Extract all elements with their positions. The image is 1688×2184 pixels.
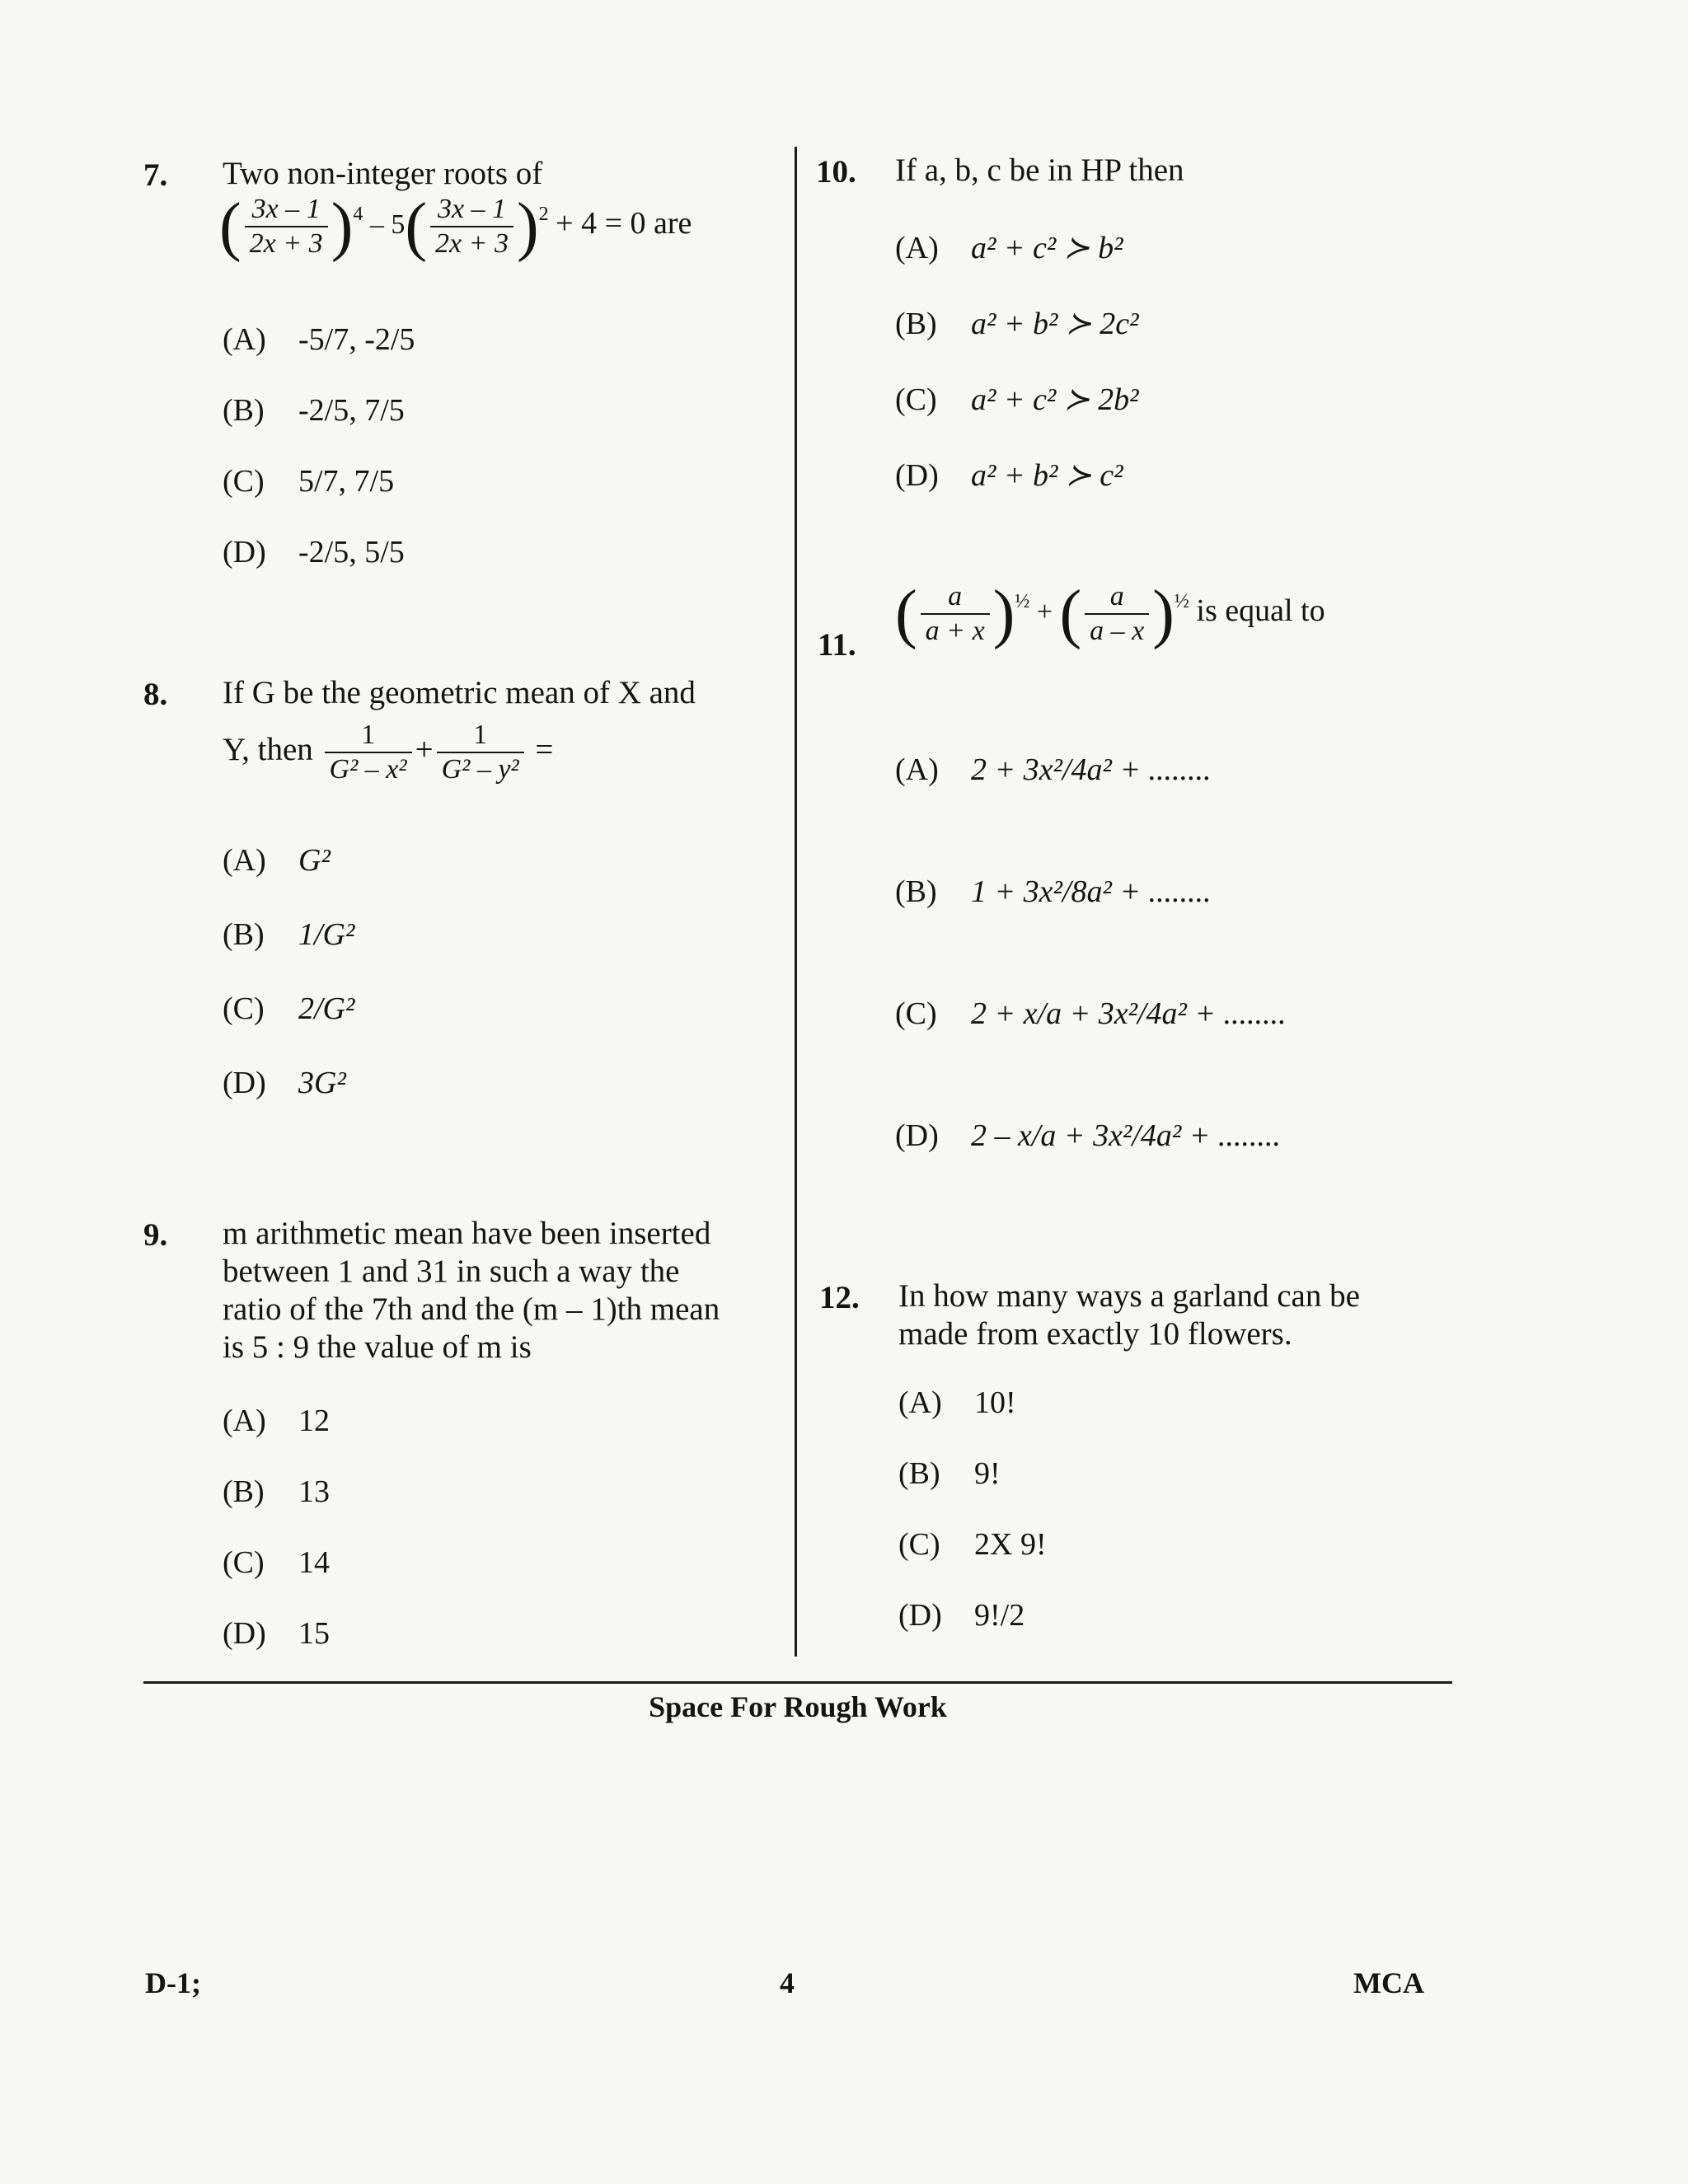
q9-option-c[interactable]: (C) 14	[223, 1545, 330, 1580]
q10-option-c[interactable]: (C) a² + c² ≻ 2b²	[895, 382, 1139, 417]
q7-option-d[interactable]: (D) -2/5, 5/5	[223, 535, 405, 569]
q10-option-b[interactable]: (B) a² + b² ≻ 2c²	[895, 307, 1139, 341]
q8-option-d[interactable]: (D) 3G²	[223, 1066, 346, 1100]
q12-option-d[interactable]: (D) 9!/2	[898, 1598, 1025, 1633]
q11-option-d[interactable]: (D) 2 – x/a + 3x²/4a² + ........	[895, 1118, 1281, 1153]
question-7-number: 7.	[143, 157, 168, 193]
question-9-line3: ratio of the 7th and the (m – 1)th mean	[223, 1291, 720, 1327]
q7-option-c[interactable]: (C) 5/7, 7/5	[223, 464, 395, 499]
question-12-number: 12.	[819, 1280, 860, 1315]
q8-option-a[interactable]: (A) G²	[223, 843, 331, 878]
question-9-line4: is 5 : 9 the value of m is	[223, 1329, 532, 1365]
q11-option-a[interactable]: (A) 2 + 3x²/4a² + ........	[895, 752, 1212, 787]
q10-option-d[interactable]: (D) a² + b² ≻ c²	[895, 458, 1123, 493]
question-8-number: 8.	[143, 677, 168, 712]
column-divider	[795, 147, 797, 1657]
question-9-line2: between 1 and 31 in such a way the	[223, 1254, 680, 1289]
question-11-tail: is equal to	[1196, 593, 1325, 628]
q12-option-a[interactable]: (A) 10!	[898, 1385, 1016, 1420]
q12-option-c[interactable]: (C) 2X 9!	[898, 1527, 1047, 1562]
question-8-line1: If G be the geometric mean of X and	[223, 675, 696, 710]
q7-option-b[interactable]: (B) -2/5, 7/5	[223, 393, 405, 428]
question-7-expression: ( $\frac{3x - 1}{2x + 3}$ )$^4$ – 5( $\frac{3x - 1}{2x + 3}$ )$^2$ + 4 = 0 are	[219, 190, 692, 263]
question-10-text: If a, b, c be in HP then	[895, 152, 1184, 188]
q11-option-b[interactable]: (B) 1 + 3x²/8a² + ........	[895, 874, 1212, 909]
footer-code: D-1;	[145, 1966, 201, 1999]
question-12-line2: made from exactly 10 flowers.	[898, 1316, 1292, 1352]
q8-option-b[interactable]: (B) 1/G²	[223, 917, 355, 952]
question-11-number: 11.	[818, 627, 856, 663]
rough-work-divider	[143, 1681, 1452, 1684]
q9-option-d[interactable]: (D) 15	[223, 1616, 330, 1651]
question-9-line1: m arithmetic mean have been inserted	[223, 1216, 711, 1251]
footer-page-number: 4	[780, 1966, 795, 1999]
q12-option-b[interactable]: (B) 9!	[898, 1456, 1001, 1491]
question-7-text: Two non-integer roots of	[223, 156, 543, 191]
question-10-number: 10.	[816, 154, 856, 190]
q9-option-a[interactable]: (A) 12	[223, 1404, 330, 1438]
question-8-line2: Y, then $\frac{1}{\text{G² – x²}}$ + $\frac{1}{\text{G² – y²}}$ =	[223, 719, 554, 785]
question-11-expression: ( $\frac{a}{a + x}$ )$^{\frac{1}{2}}$ + ( $\frac{a}{a - x}$ )$^{\frac{1}{2}}$ is equal to	[895, 578, 1325, 650]
q10-option-a[interactable]: (A) a² + c² ≻ b²	[895, 231, 1123, 265]
q8-option-c[interactable]: (C) 2/G²	[223, 991, 355, 1026]
q7-option-a[interactable]: (A) -5/7, -2/5	[223, 322, 415, 357]
question-9-number: 9.	[143, 1217, 168, 1253]
question-7-expr-tail: + 4 = 0 are	[556, 205, 692, 241]
question-12-line1: In how many ways a garland can be	[898, 1278, 1360, 1314]
footer-subject: MCA	[1353, 1966, 1424, 1999]
q9-option-b[interactable]: (B) 13	[223, 1474, 330, 1509]
rough-work-label: Space For Rough Work	[649, 1690, 947, 1723]
q11-option-c[interactable]: (C) 2 + x/a + 3x²/4a² + ........	[895, 996, 1287, 1031]
